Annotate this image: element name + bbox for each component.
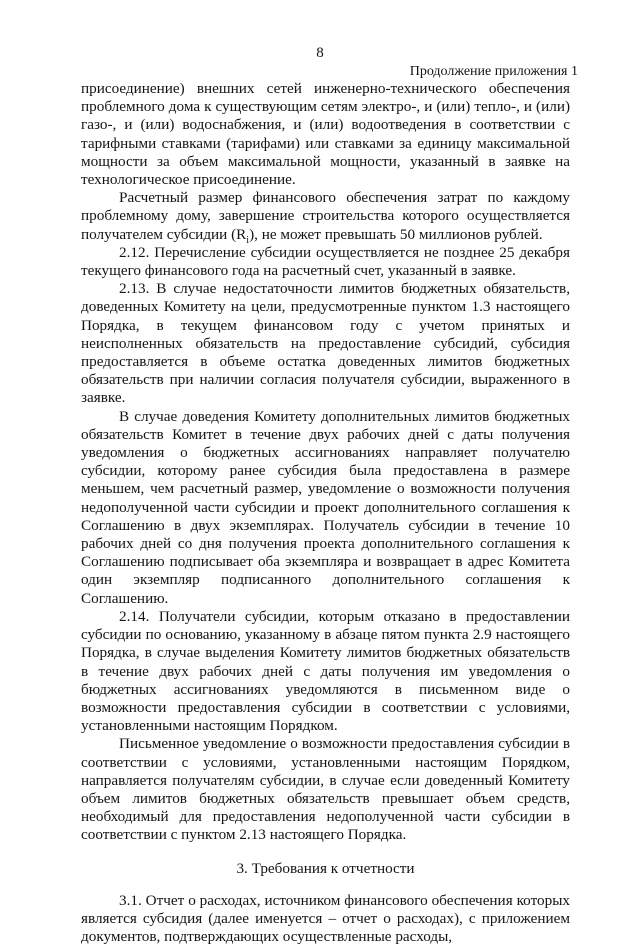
paragraph-max-amount-text-end: ), не может превышать 50 миллионов рублей. (249, 225, 543, 243)
paragraph-connection-continued: присоединение) внешних сетей инженерно-технического обеспечения проблемного дома к существующим сетям электро-, и (или) тепло-, и (или) газо-, и (или) водоснабжения, и (или) водоотведения в соответствии с тарифными ставками (тарифами) или ставками за единицу максимальной мощности за объем максимальной мощности, указанный в заявке на технологическое присоединение. (81, 80, 570, 189)
paragraph-3-1: 3.1. Отчет о расходах, источником финансового обеспечения которых является субсидия (далее именуется – отчет о расходах), с приложением документов, подтверждающих осуществленные расходы, (81, 891, 570, 946)
paragraph-2-14: 2.14. Получатели субсидии, которым отказано в предоставлении субсидии по основанию, указанному в абзаце пятом пункта 2.9 настоящего Порядка, в случае выделения Комитету лимитов бюджетных обязательств в течение двух рабочих дней с даты получения им уведомления о бюджетных ассигнованиях уведомляются в письменном виде о возможности предоставления субсидии в соответствии с условиями, установленными настоящим Порядком. (81, 607, 570, 735)
paragraph-max-amount-text-start: Расчетный размер финансового обеспечения затрат по каждому проблемному дому, завершение строительства которого осуществляется получателем субсидии (R (81, 189, 570, 243)
document-body (81, 80, 570, 946)
section-heading-reporting: 3. Требования к отчетности (236, 859, 415, 877)
ri-subscript: i (246, 234, 250, 246)
page-number: 8 (316, 45, 324, 61)
paragraph-additional-limits: В случае доведения Комитету дополнительных лимитов бюджетных обязательств Комитет в течение двух рабочих дней с даты получения уведомления о бюджетных ассигнованиях направляет получателю субсидии, которому ранее субсидия была предоставлена в размере меньшем, чем расчетный размер, уведомление о возможности получения недополученной части субсидии и проект дополнительного соглашения к Соглашению в двух экземплярах. Получатель субсидии в течение 10 рабочих дней со дня получения проекта дополнительного соглашения к Соглашению подписывает оба экземпляра и возвращает в адрес Комитета один экземпляр подписанного дополнительного соглашения к Соглашению. (81, 407, 570, 607)
paragraph-2-13: 2.13. В случае недостаточности лимитов бюджетных обязательств, доведенных Комитету на цели, предусмотренные пунктом 1.3 настоящего Порядка, в текущем финансовом году с учетом принятых и неисполненных обязательств на предоставление субсидий, субсидия предоставляется в объеме остатка доведенных лимитов бюджетных обязательств при наличии согласия получателя субсидии, выраженного в заявке. (81, 280, 570, 407)
paragraph-written-notice: Письменное уведомление о возможности предоставления субсидии в соответствии с условиями, установленными настоящим Порядком, направляется получателям субсидии, в случае если доведенный Комитету объем лимитов бюджетных обязательств превышает объем средств, необходимый для предоставления недополученной части субсидии в соответствии с пунктом 2.13 настоящего Порядка. (81, 735, 570, 844)
appendix-continuation-note: Продолжение приложения 1 (409, 64, 578, 79)
paragraph-2-12: 2.12. Перечисление субсидии осуществляется не позднее 25 декабря текущего финансового года на расчетный счет, указанный в заявке. (81, 243, 570, 280)
paragraph-max-amount (81, 189, 570, 244)
